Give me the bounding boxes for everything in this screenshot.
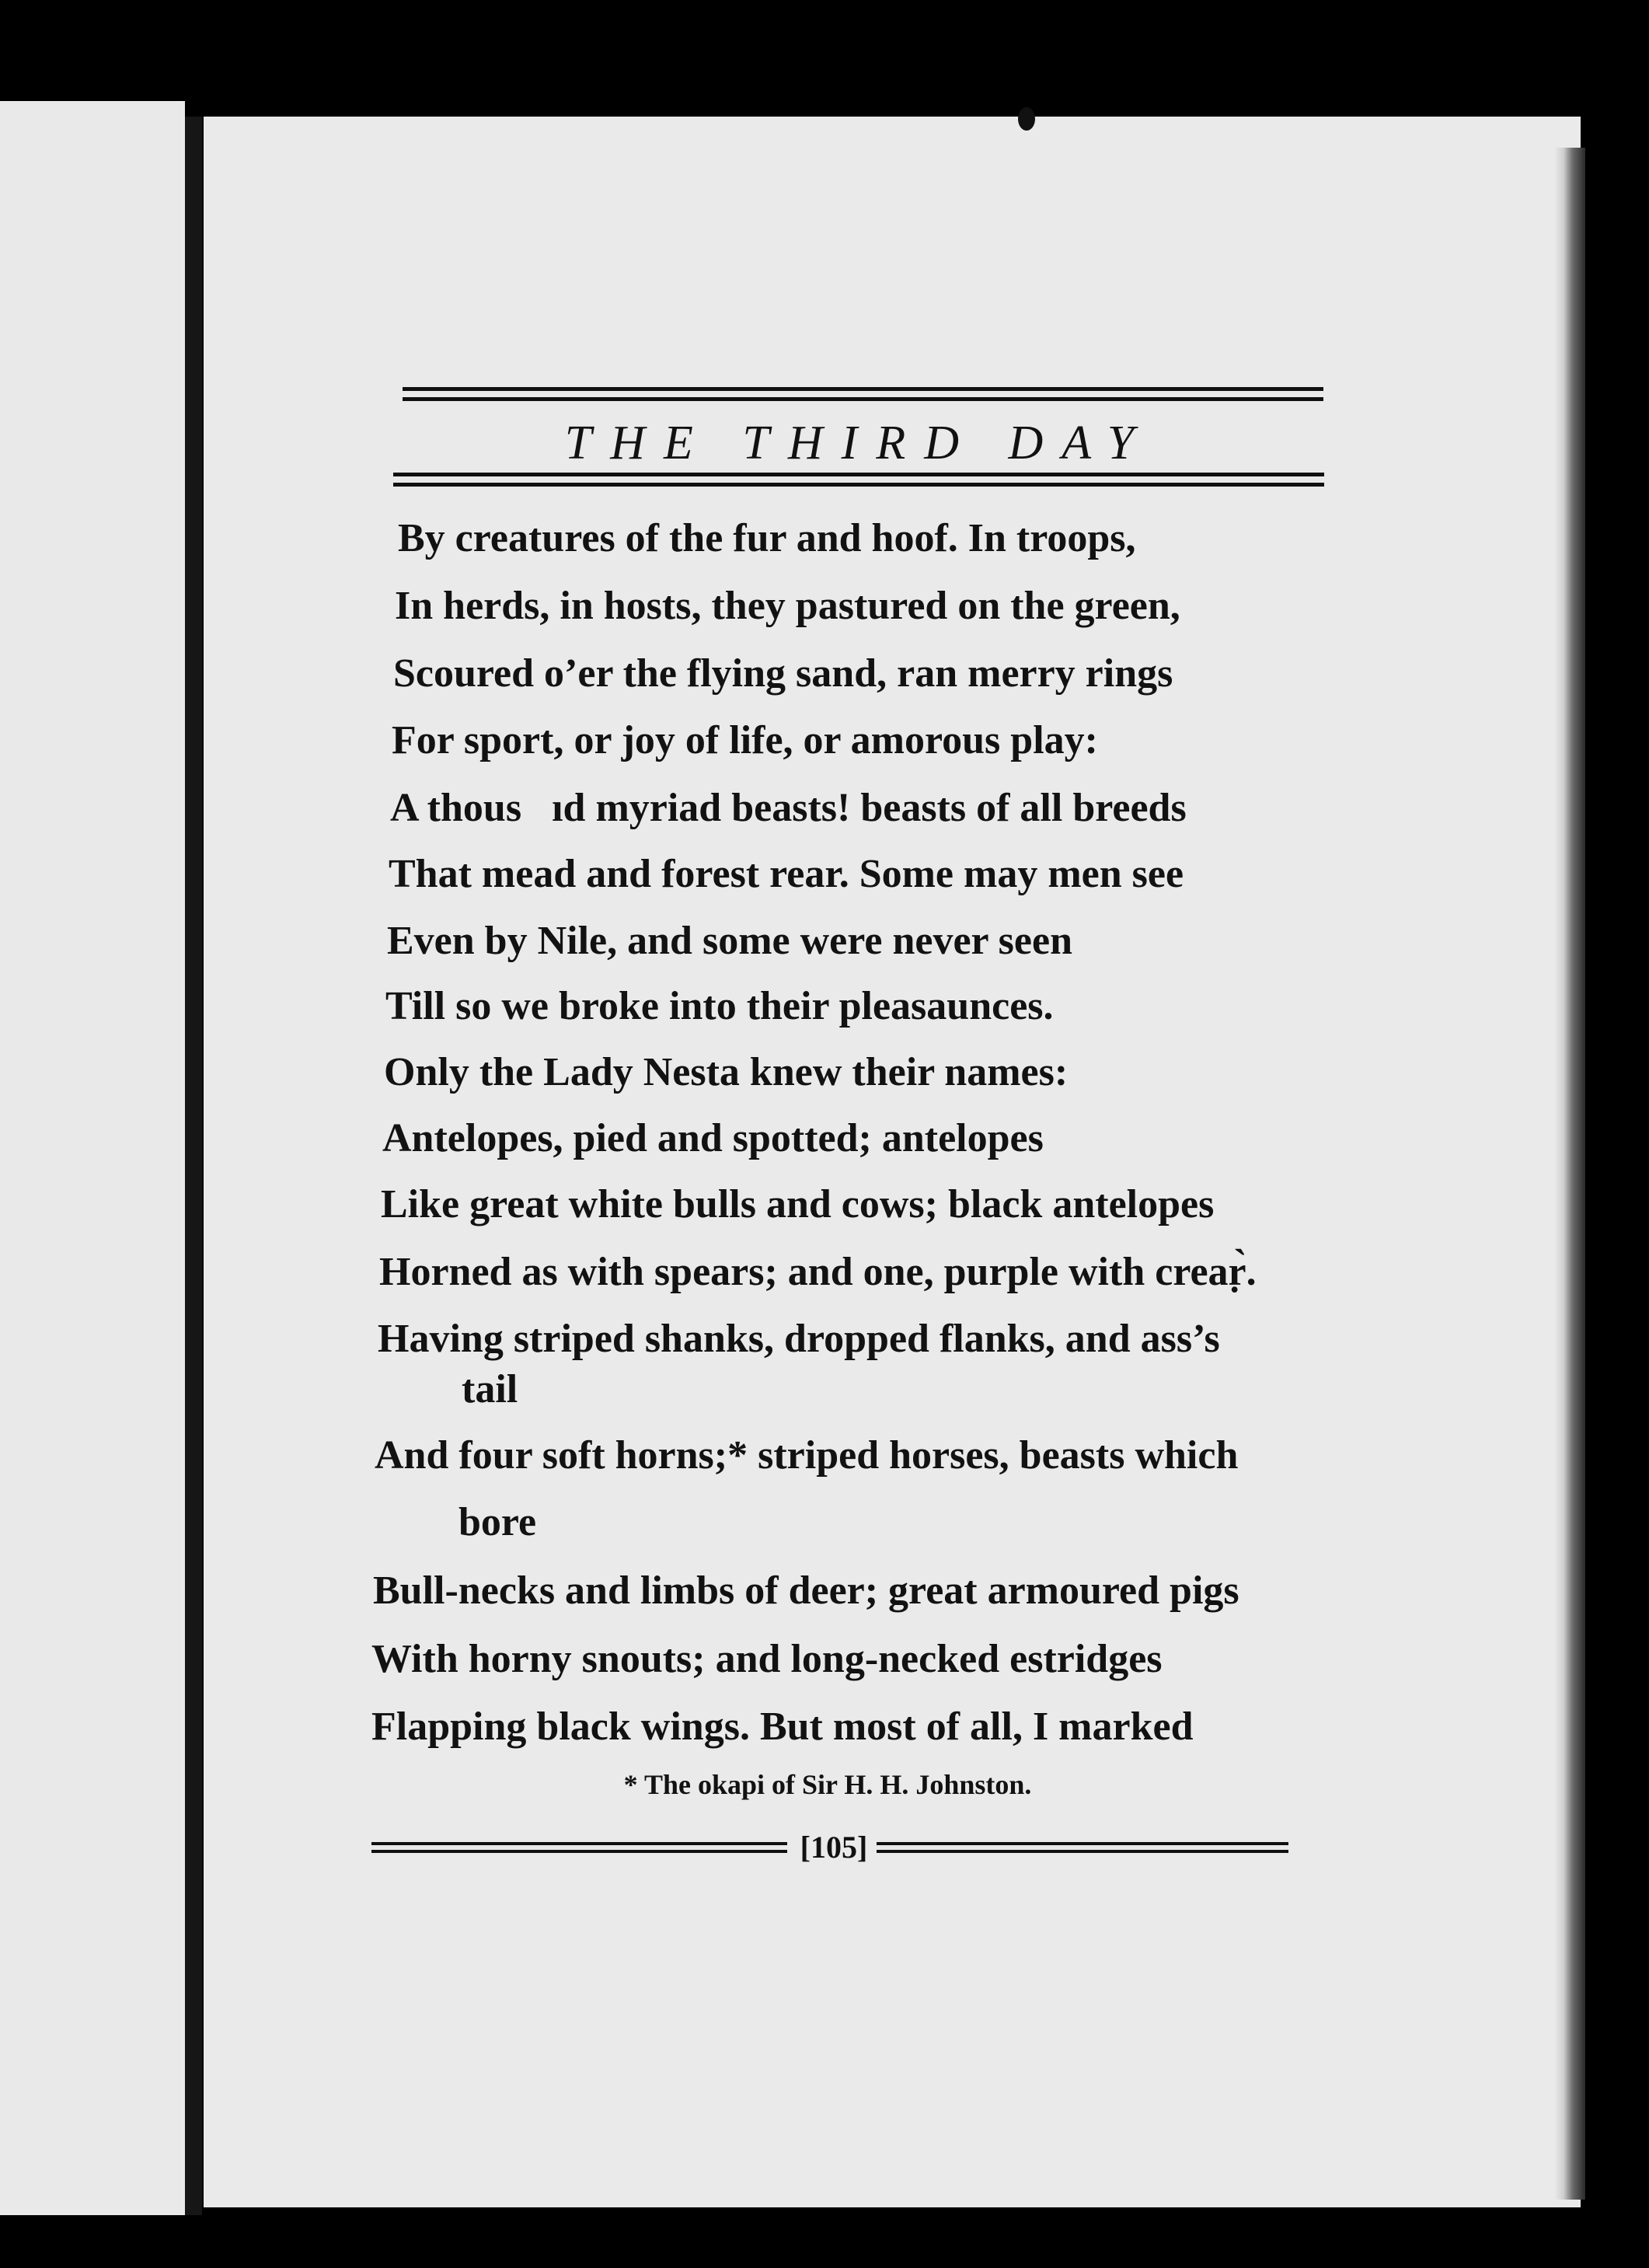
page-number: [105] (800, 1830, 868, 1865)
verse-line: For sport, or joy of life, or amorous play: (392, 718, 1098, 762)
verse-line: With horny snouts; and long-necked estridges (371, 1637, 1163, 1681)
verse-line: Even by Nile, and some were never seen (387, 919, 1072, 963)
verse-line: Antelopes, pied and spotted; antelopes (382, 1116, 1044, 1160)
verse-line-turnover: bore (458, 1500, 537, 1544)
verse-line: By creatures of the fur and hoof. In troops, (398, 516, 1136, 560)
verse-line: Scoured o’er the flying sand, ran merry rings (393, 651, 1173, 696)
footnote: * The okapi of Sir H. H. Johnston. (623, 1769, 1032, 1800)
verse-line: Bull-necks and limbs of deer; great armoured pigs (373, 1568, 1239, 1613)
footer-rule-left (371, 1842, 787, 1853)
verse-line: A thous ıd myriad beasts! beasts of all breeds (390, 786, 1187, 830)
footer-rule-right (877, 1842, 1288, 1853)
verse-line: Having striped shanks, dropped flanks, and ass’s (378, 1317, 1220, 1361)
verse-line-turnover: tail (462, 1367, 518, 1411)
verse-line: And four soft horns;* striped horses, beasts which (375, 1433, 1239, 1478)
verse-line: That mead and forest rear. Some may men see (389, 852, 1184, 896)
verse-line: Horned as with spears; and one, purple with creaṛ̀. (379, 1250, 1257, 1294)
verse-line: Flapping black wings. But most of all, I marked (371, 1704, 1194, 1749)
verse-line: Till so we broke into their pleasaunces. (385, 984, 1054, 1028)
verse-line: Only the Lady Nesta knew their names: (384, 1050, 1069, 1094)
verse-line: In herds, in hosts, they pastured on the green, (395, 584, 1180, 628)
page-footer (371, 1828, 1288, 1867)
verse-line: Like great white bulls and cows; black antelopes (381, 1182, 1215, 1226)
running-head: THE THIRD DAY (564, 417, 1153, 469)
